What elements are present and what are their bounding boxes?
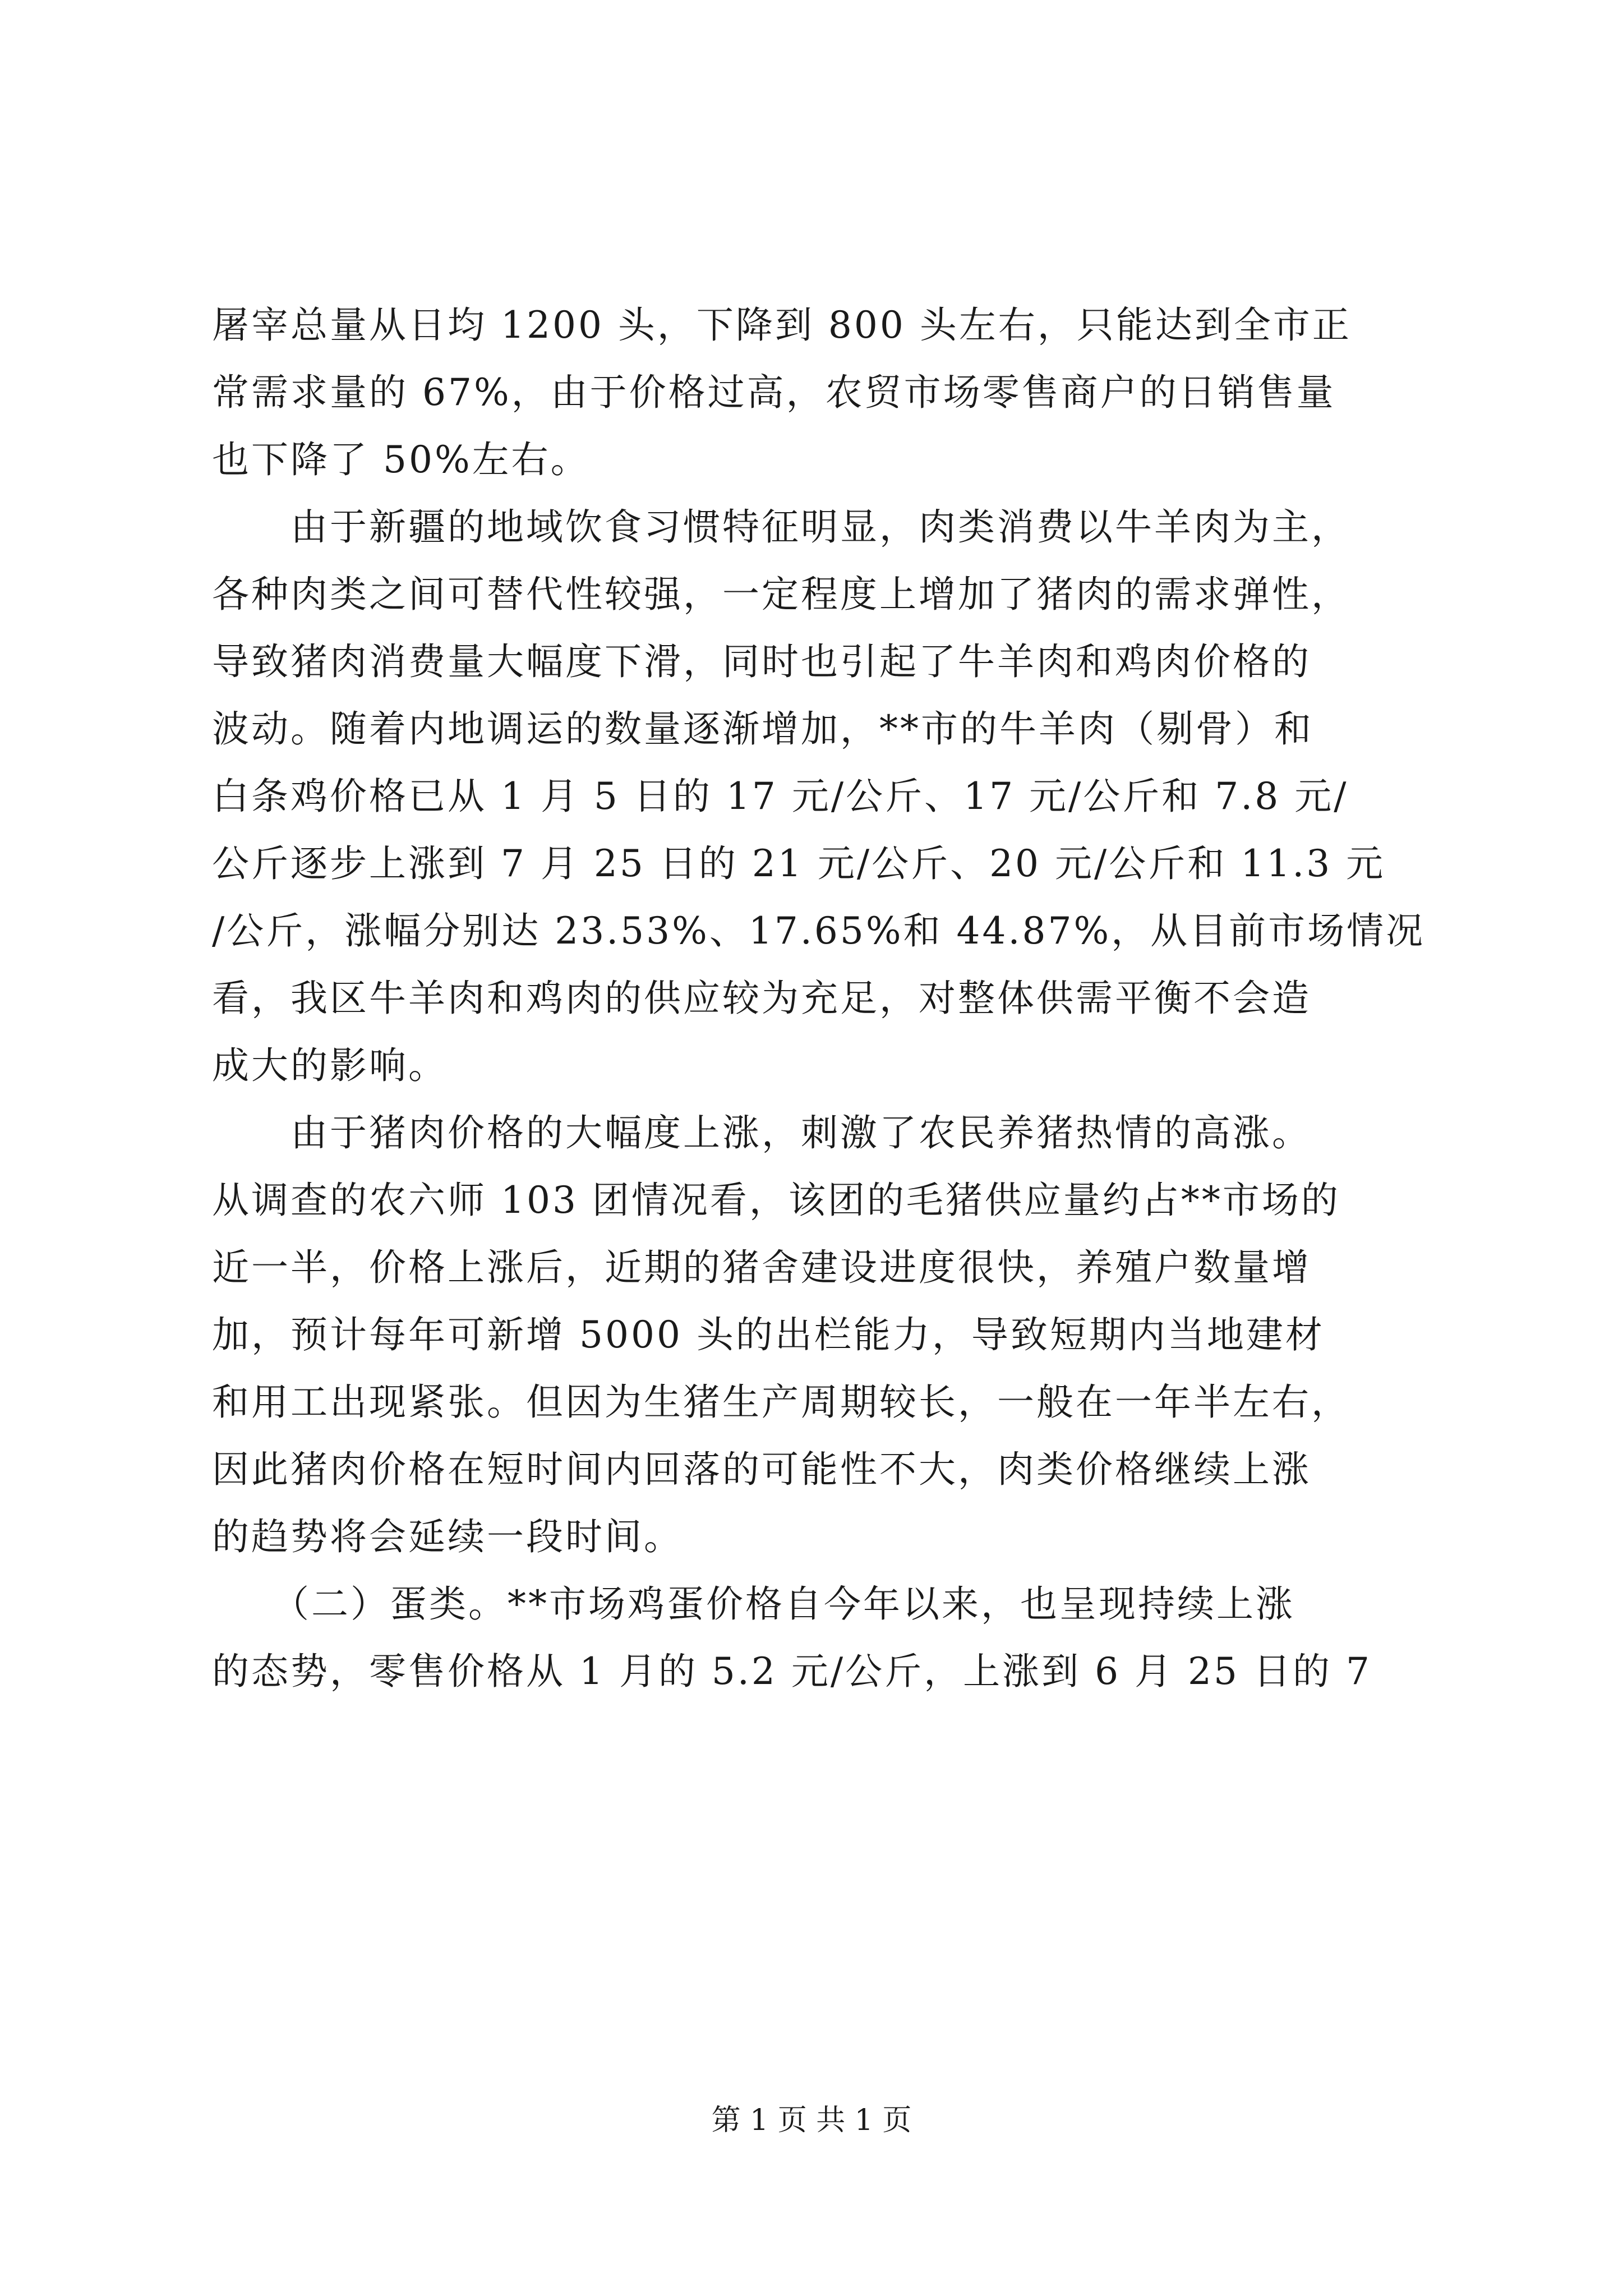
page-number-footer: 第 1 页 共 1 页 [711, 2104, 912, 2137]
text-line: 屠宰总量从日均 1200 头，下降到 800 头左右，只能达到全市正 [212, 303, 1352, 347]
text-line: 成大的影响。 [212, 1044, 448, 1087]
body-text [212, 292, 1426, 1705]
text-line: 白条鸡价格已从 1 月 5 日的 17 元/公斤、17 元/公斤和 7.8 元/ [212, 775, 1349, 818]
text-line: 加，预计每年可新增 5000 头的出栏能力，导致短期内当地建材 [212, 1313, 1325, 1356]
text-line: /公斤，涨幅分别达 23.53%、17.65%和 44.87%，从目前市场情况 [212, 909, 1426, 953]
text-line: （二）蛋类。**市场鸡蛋价格自今年以来，也呈现持续上涨 [212, 1582, 1295, 1626]
text-line: 近一半，价格上涨后，近期的猪舍建设进度很快，养殖户数量增 [212, 1246, 1311, 1289]
text-line: 的态势，零售价格从 1 月的 5.2 元/公斤，上涨到 6 月 25 日的 7 [212, 1650, 1372, 1693]
text-line: 常需求量的 67%，由于价格过高，农贸市场零售商户的日销售量 [212, 371, 1336, 414]
text-line: 导致猪肉消费量大幅度下滑，同时也引起了牛羊肉和鸡肉价格的 [212, 640, 1311, 683]
text-line: 由于新疆的地域饮食习惯特征明显，肉类消费以牛羊肉为主， [212, 505, 1350, 549]
text-line: 和用工出现紧张。但因为生猪生产周期较长，一般在一年半左右， [212, 1381, 1350, 1424]
text-line: 由于猪肉价格的大幅度上涨，刺激了农民养猪热情的高涨。 [212, 1111, 1311, 1154]
text-line: 也下降了 50%左右。 [212, 438, 590, 481]
text-line: 公斤逐步上涨到 7 月 25 日的 21 元/公斤、20 元/公斤和 11.3 元 [212, 842, 1386, 885]
text-line: 各种肉类之间可替代性较强，一定程度上增加了猪肉的需求弹性， [212, 573, 1350, 616]
text-line: 从调查的农六师 103 团情况看，该团的毛猪供应量约占**市场的 [212, 1179, 1340, 1222]
text-line: 波动。随着内地调运的数量逐渐增加，**市的牛羊肉（剔骨）和 [212, 707, 1313, 751]
text-line: 看，我区牛羊肉和鸡肉的供应较为充足，对整体供需平衡不会造 [212, 977, 1311, 1020]
text-line: 的趋势将会延续一段时间。 [212, 1515, 683, 1558]
text-line: 因此猪肉价格在短时间内回落的可能性不大，肉类价格继续上涨 [212, 1448, 1311, 1491]
